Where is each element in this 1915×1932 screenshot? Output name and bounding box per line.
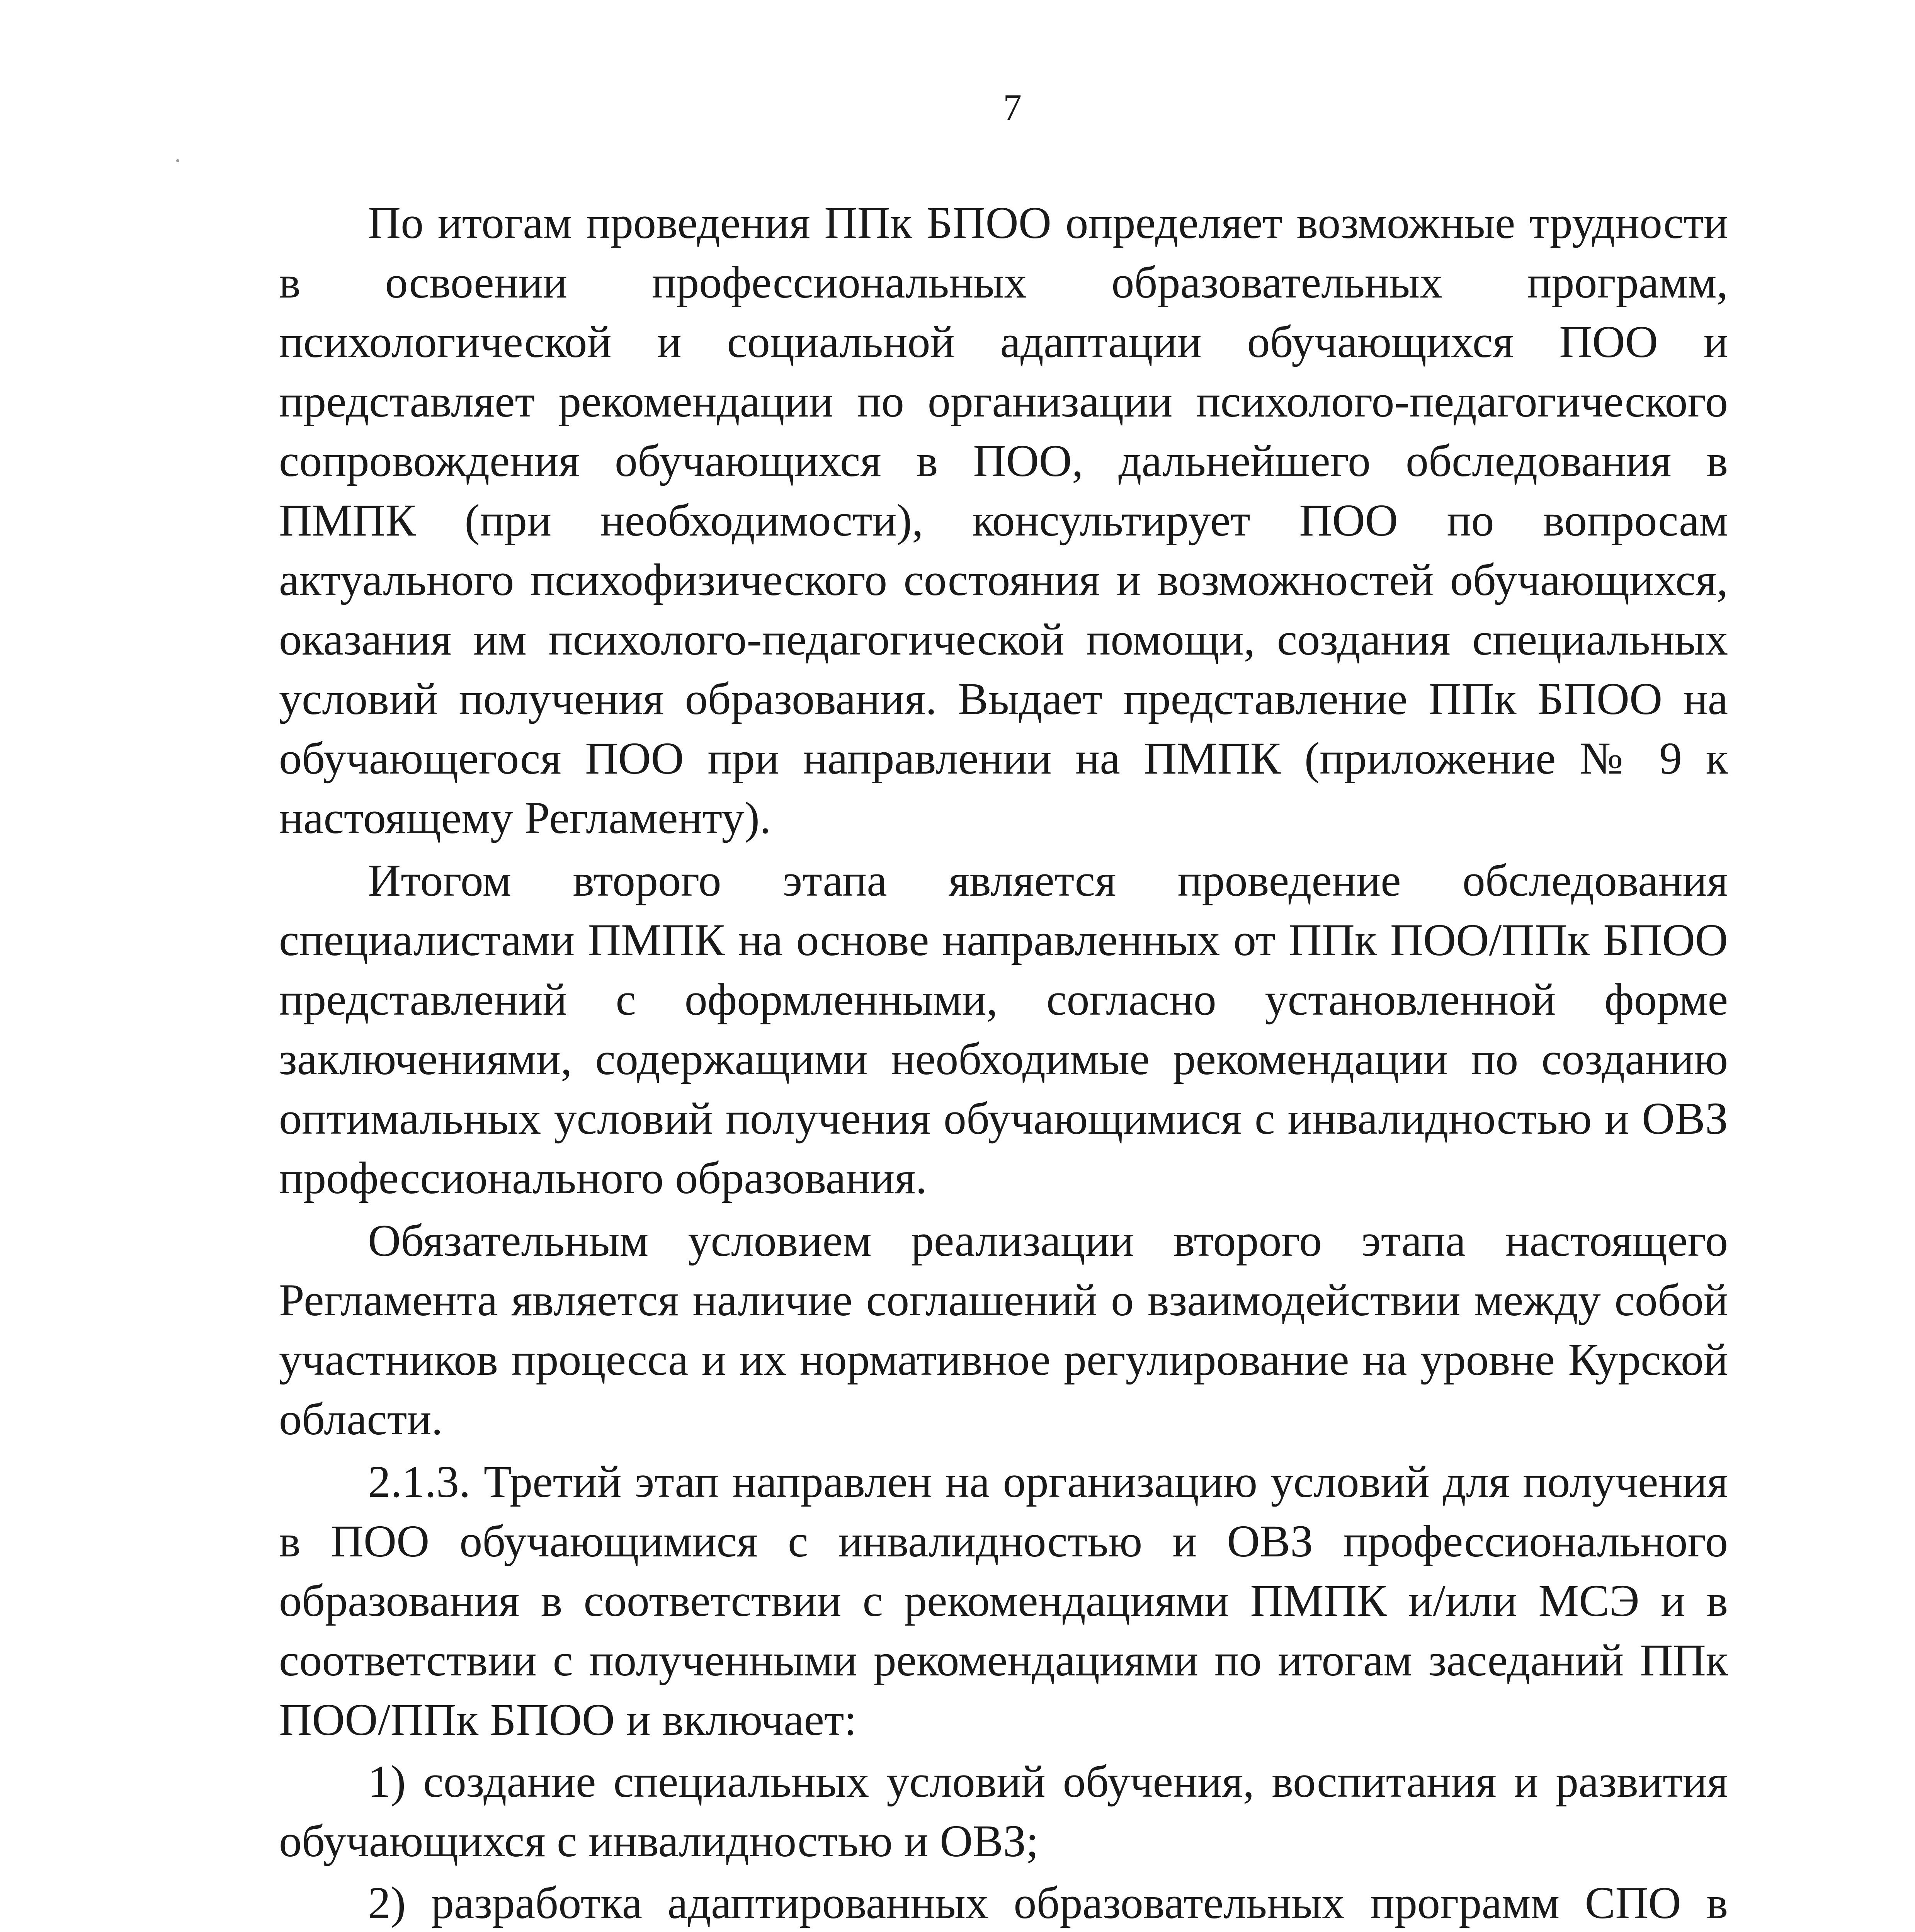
scan-speck (176, 159, 179, 162)
list-item-1: 1) создание специальных условий обучения, воспитания и развития обучающихся с инвалидностью и ОВЗ; (279, 1756, 1728, 1866)
paragraph-second-stage-result: Итогом второго этапа является проведение обследования специалистами ПМПК на основе направленных от ППк ПОО/ППк БПОО представлений с оформленными, согласно установленной форме заключениями, содержащими необходимые рекомендации по созданию оптимальных условий получения обучающимися с инвалидностью и ОВЗ профессионального образования. (279, 855, 1728, 1203)
paragraph-ppk-bpoo-results: По итогам проведения ППк БПОО определяет возможные трудности в освоении профессиональных образовательных программ, психологической и социальной адаптации обучающихся ПОО и представляет рекомендации по организации психолого-педагогического сопровождения обучающихся в ПОО, дальнейшего обследования в ПМПК (при необходимости), консультирует ПОО по вопросам актуального психофизического состояния и возможностей обучающихся, оказания им психолого-педагогической помощи, создания специальных условий получения образования. Выдает представление ППк БПОО на обучающегося ПОО при направлении на ПМПК (приложение № 9 к настоящему Регламенту). (279, 197, 1728, 843)
paragraph-section-2-1-3: 2.1.3. Третий этап направлен на организацию условий для получения в ПОО обучающимися с инвалидностью и ОВЗ профессионального образования в соответствии с рекомендациями ПМПК и/или МСЭ и в соответствии с полученными рекомендациями по итогам заседаний ППк ПОО/ППк БПОО и включает: (279, 1456, 1728, 1745)
document-body (279, 193, 1728, 1932)
page-number: 7 (1003, 87, 1022, 128)
list-item-2: 2) разработка адаптированных образовательных программ СПО в (368, 1878, 1728, 1928)
paragraph-mandatory-condition: Обязательным условием реализации второго этапа настоящего Регламента является наличие соглашений о взаимодействии между собой участников процесса и их нормативное регулирование на уровне Курской области. (279, 1215, 1728, 1444)
